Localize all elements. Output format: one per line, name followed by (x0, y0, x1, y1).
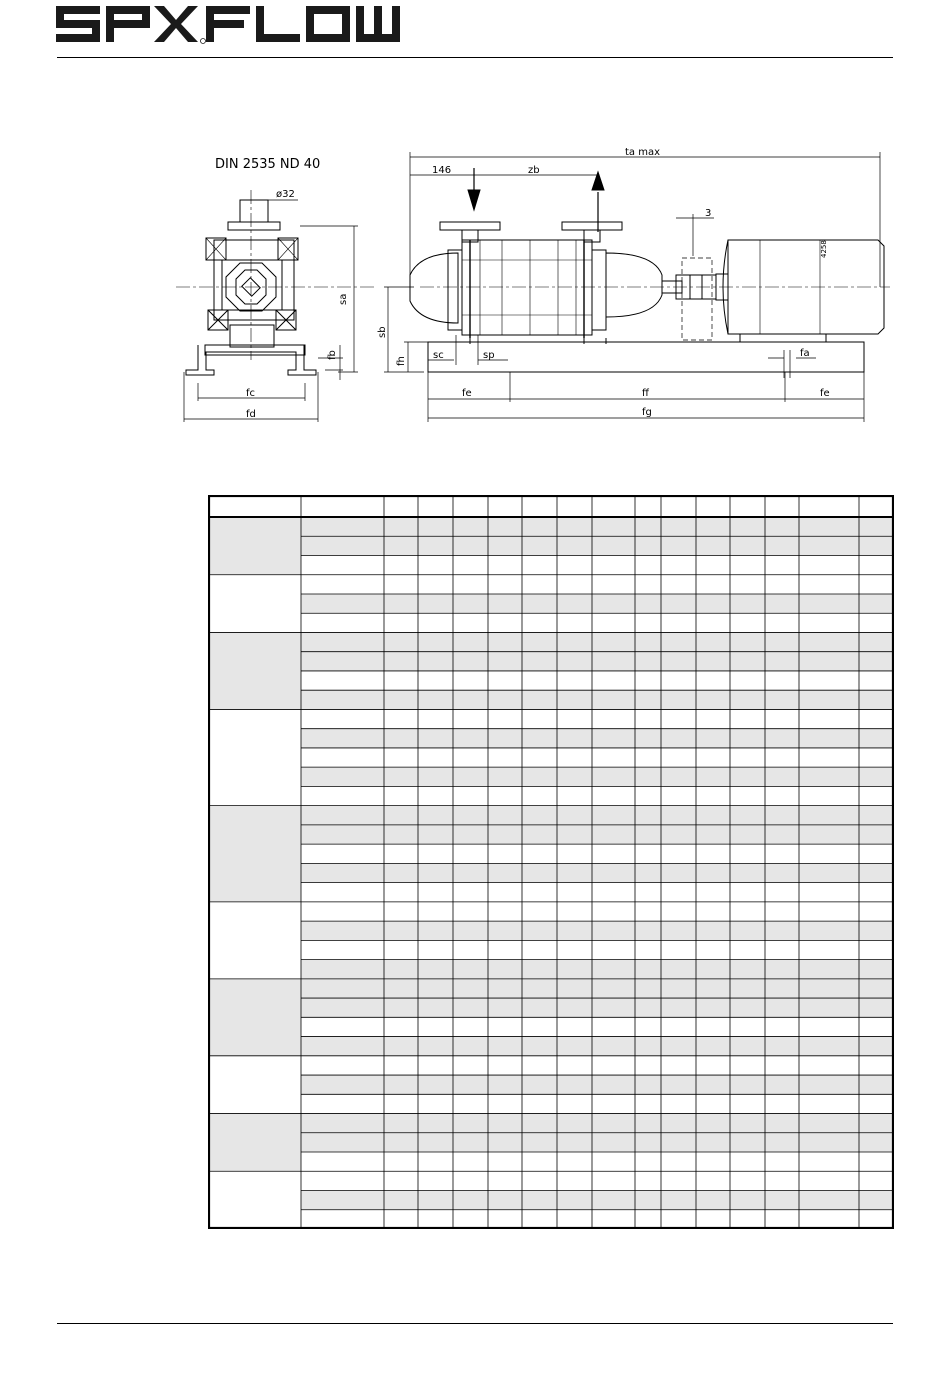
table-row-stripe (301, 998, 894, 1017)
table-group-cell (208, 517, 301, 575)
dim-label-d32: ø32 (276, 189, 295, 200)
table-row-stripe (301, 1037, 894, 1056)
dim-label-sc: sc (433, 350, 444, 361)
dim-label-fd: fd (246, 409, 256, 420)
motor-code-label: 4258 (820, 240, 828, 258)
table-group-cell (208, 1114, 301, 1172)
dim-label-fa: fa (800, 348, 810, 359)
table-row-stripe (301, 690, 894, 709)
end-view-flange (228, 222, 280, 230)
table-row-stripe (301, 517, 894, 536)
dimension-table (208, 495, 894, 1229)
dim-label-fh: fh (396, 356, 407, 366)
table-row-stripe (301, 806, 894, 825)
table-row-stripe (301, 594, 894, 613)
dim-label-146: 146 (432, 165, 452, 176)
table-row-stripe (301, 979, 894, 998)
dim-label-fc: fc (246, 388, 256, 399)
dim-label-ta-max: ta max (625, 147, 661, 158)
table-row-stripe (301, 921, 894, 940)
dim-label-fe-left: fe (462, 388, 472, 399)
dim-label-fb: fb (327, 350, 338, 360)
table-row-stripe (301, 767, 894, 786)
table-row-stripe (301, 1114, 894, 1133)
table-row-stripe (301, 863, 894, 882)
table-row-stripe (301, 652, 894, 671)
table-row-stripe (301, 729, 894, 748)
table-row-stripe (301, 536, 894, 555)
table-group-cell (208, 979, 301, 1056)
table-group-cell (208, 806, 301, 902)
flange-standard-label: DIN 2535 ND 40 (215, 157, 321, 172)
dim-label-fg: fg (642, 407, 652, 418)
dim-label-sb: sb (377, 326, 388, 338)
dim-label-sp: sp (483, 350, 495, 361)
dim-label-fe-right: fe (820, 388, 830, 399)
footer-rule (57, 1323, 893, 1324)
dim-label-3: 3 (705, 208, 712, 219)
dim-label-ff: ff (642, 388, 649, 399)
table-row-stripe (301, 825, 894, 844)
dim-label-zb: zb (528, 165, 540, 176)
dim-label-sa: sa (338, 293, 349, 305)
table-row-stripe (301, 632, 894, 651)
pump-dimension-drawing (0, 0, 950, 440)
table-group-cell (208, 632, 301, 709)
table-row-stripe (301, 1075, 894, 1094)
table-row-stripe (301, 1191, 894, 1210)
table-row-stripe (301, 1133, 894, 1152)
table-row-stripe (301, 960, 894, 979)
